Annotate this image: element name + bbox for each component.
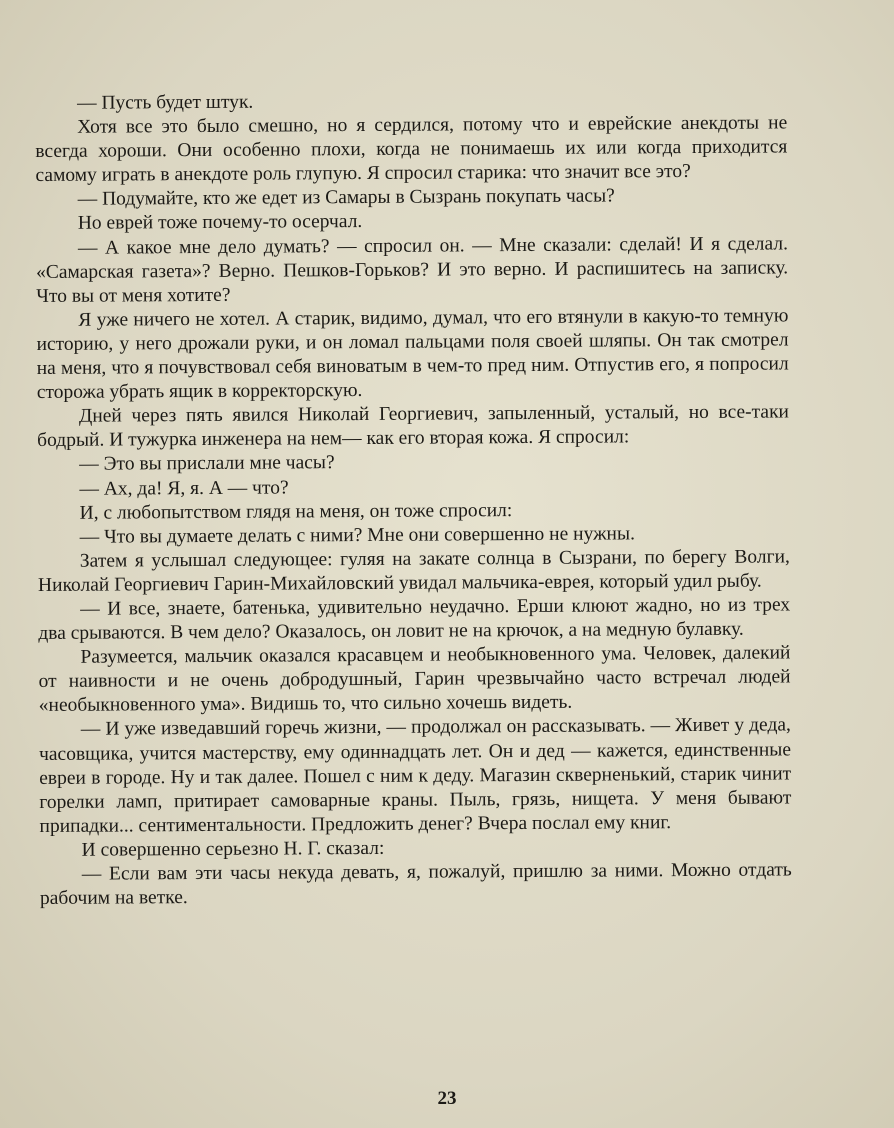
- paragraph: — Ах, да! Я, я. А — что?: [79, 476, 289, 500]
- paragraph: Хотя все это было смешно, но я сердился, потому что и еврейские анекдоты не всегда хороши. Они особенно плохи, когда не понимаешь их или когда приходится самому играть в анекдоте роль глупую. Я спросил старика: что значит все это?: [35, 112, 788, 187]
- paragraph: Я уже ничего не хотел. А старик, видимо, думал, что его втянули в какую-то темную историю, у него дрожали руки, и он ломал пальцами поля своей шляпы. Он так смотрел на меня, что я почувствовал себя виноватым в чем-то пред ним. Отпустив его, я попросил сторожа убрать ящик в корректорскую.: [36, 305, 789, 404]
- body-text: [35, 87, 792, 911]
- paragraph: Затем я услышал следующее: гуляя на закате солнца в Сызрани, по берегу Волги, Николай Георгиевич Гарин-Михайловский увидал мальчика-еврея, который удил рыбу.: [37, 546, 790, 596]
- page-number: 23: [437, 1088, 457, 1109]
- paragraph: И совершенно серьезно Н. Г. сказал:: [81, 837, 385, 861]
- paragraph: — Если вам эти часы некуда девать, я, пожалуй, пришлю за ними. Можно отдать рабочим на ветке.: [39, 859, 792, 910]
- paragraph: — Что вы думаете делать с ними? Мне они совершенно не нужны.: [79, 523, 635, 548]
- paragraph: И, с любопытством глядя на меня, он тоже спросил:: [79, 499, 513, 524]
- paragraph: — И уже изведавший горечь жизни, — продолжал он рассказывать. — Живет у деда, часовщика, учится мастерству, ему одиннадцать лет. Он и дед — кажется, единственные евреи в городе. Ну и так далее. Пошел с ним к деду. Магазин скверненький, старик чинит горелки ламп, притирает самоварные краны. Пыль, грязь, нищета. У меня бывают припадки... сентиментальности. Предложить денег? Вчера послал ему книг.: [38, 714, 792, 837]
- paragraph: Но еврей тоже почему-то осерчал.: [77, 211, 363, 235]
- paragraph: — Пусть будет штук.: [77, 91, 254, 114]
- paragraph: Дней через пять явился Николай Георгиевич, запыленный, усталый, но все-таки бодрый. И тужурка инженера на нем— как его вторая кожа. Я спросил:: [37, 401, 790, 452]
- paragraph: — Подумайте, кто же едет из Самары в Сызрань покупать часы?: [77, 185, 615, 211]
- paragraph: — И все, знаете, батенька, удивительно неудачно. Ерши клюют жадно, но из трех два срываются. В чем дело? Оказалось, он ловит не на крючок, а на медную булавку.: [38, 594, 791, 645]
- paragraph: Разумеется, мальчик оказался красавцем и необыкновенного ума. Человек, далекий от наивности и не очень добродушный, Гарин чрезвычайно часто встречал людей «необыкновенного ума». Видишь то, что сильно хочешь видеть.: [38, 642, 791, 717]
- paragraph: — А какое мне дело думать? — спросил он. — Мне сказали: сделай! И я сделал. «Самарская газета»? Верно. Пешков-Горьков? И это верно. И распишитесь на записку. Что вы от меня хотите?: [36, 232, 789, 307]
- paragraph: — Это вы прислали мне часы?: [79, 452, 335, 476]
